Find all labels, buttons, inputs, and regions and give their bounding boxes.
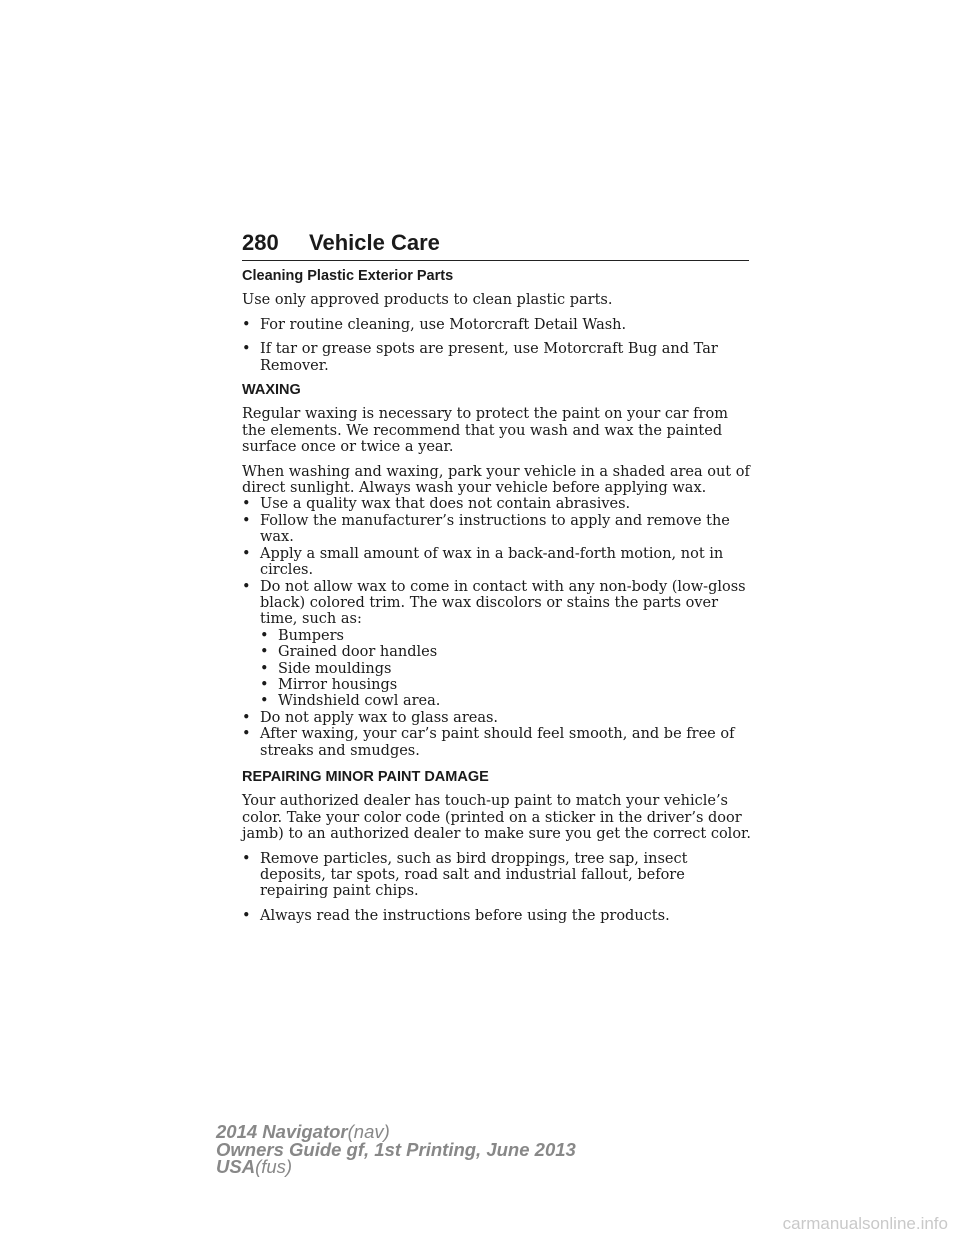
bullet-icon: • [260, 627, 269, 644]
footer-line-1: 2014 Navigator(nav) [216, 1121, 390, 1142]
list-item: • After waxing, your car’s paint should feel smooth, and be free of streaks and smudges. [242, 726, 735, 759]
list-item: • Always read the instructions before using the products. [242, 907, 670, 924]
bullet-icon: • [242, 496, 251, 513]
list-item: • Remove particles, such as bird droppings, tree sap, insect deposits, tar spots, road salt and industrial fallout, before repairing paint chips. [242, 850, 688, 900]
footer-line-3: USA(fus) [216, 1156, 293, 1177]
sublist-item: • Side mouldings [260, 660, 392, 677]
page-number: 280 [242, 230, 279, 255]
sublist-item: • Mirror housings [260, 676, 398, 693]
trim-sublist [260, 628, 754, 710]
page-content [242, 268, 754, 932]
list-item: • Apply a small amount of wax in a back-and-forth motion, not in circles. [242, 545, 724, 579]
bullet-icon: • [242, 578, 251, 595]
waxing-heading: WAXING [242, 382, 301, 399]
bullet-icon: • [242, 709, 251, 726]
bullet-icon: • [242, 341, 251, 358]
waxing-paragraph-1: Regular waxing is necessary to protect the paint on your car from the elements. We recommend that you wash and wax the painted surface once or twice a year. [242, 406, 728, 456]
bullet-icon: • [242, 545, 251, 562]
bullet-icon: • [242, 907, 251, 924]
list-item: • For routine cleaning, use Motorcraft Detail Wash. [242, 316, 627, 333]
bullet-icon: • [242, 316, 251, 333]
bullet-icon: • [242, 850, 251, 867]
waxing-list [242, 496, 754, 759]
plastic-heading: Cleaning Plastic Exterior Parts [242, 268, 454, 284]
section-title: Vehicle Care [309, 230, 440, 255]
waxing-paragraph-2: When washing and waxing, park your vehicle in a shaded area out of direct sunlight. Always wash your vehicle before applying wax. [242, 463, 750, 497]
list-item: • Do not allow wax to come in contact with any non-body (low-gloss black) colored trim. The wax discolors or stains the parts over time, such as: • Bumpers • Grained door handles • Side mouldings • Mirror housings • Windshield cowl area. [242, 579, 754, 710]
bullet-icon: • [242, 512, 251, 529]
bullet-icon: • [242, 726, 251, 743]
repair-list [242, 851, 754, 925]
page-header [242, 228, 749, 261]
sublist-item: • Windshield cowl area. [260, 693, 441, 710]
plastic-intro: Use only approved products to clean plastic parts. [242, 292, 613, 309]
sublist-item: • Grained door handles [260, 644, 438, 661]
footer-line-2: Owners Guide gf, 1st Printing, June 2013 [216, 1138, 576, 1160]
list-item: • Use a quality wax that does not contain abrasives. [242, 496, 631, 513]
watermark: carmanualsonline.info [782, 1214, 948, 1233]
list-item: • Follow the manufacturer’s instructions to apply and remove the wax. [242, 512, 730, 546]
plastic-list [242, 317, 754, 374]
bullet-icon: • [260, 644, 269, 661]
list-item: • If tar or grease spots are present, use Motorcraft Bug and Tar Remover. [242, 341, 718, 374]
bullet-icon: • [260, 660, 269, 677]
list-item: • Do not apply wax to glass areas. [242, 709, 499, 726]
bullet-icon: • [260, 676, 269, 693]
repair-heading: REPAIRING MINOR PAINT DAMAGE [242, 768, 489, 785]
sublist-item: • Bumpers [260, 627, 344, 644]
document-footer [216, 1123, 576, 1176]
repair-paragraph: Your authorized dealer has touch-up paint to match your vehicle’s color. Take your color code (printed on a sticker in the driver’s door jamb) to an authorized dealer to make sure you get the correct color. [242, 793, 752, 843]
bullet-icon: • [260, 693, 269, 710]
